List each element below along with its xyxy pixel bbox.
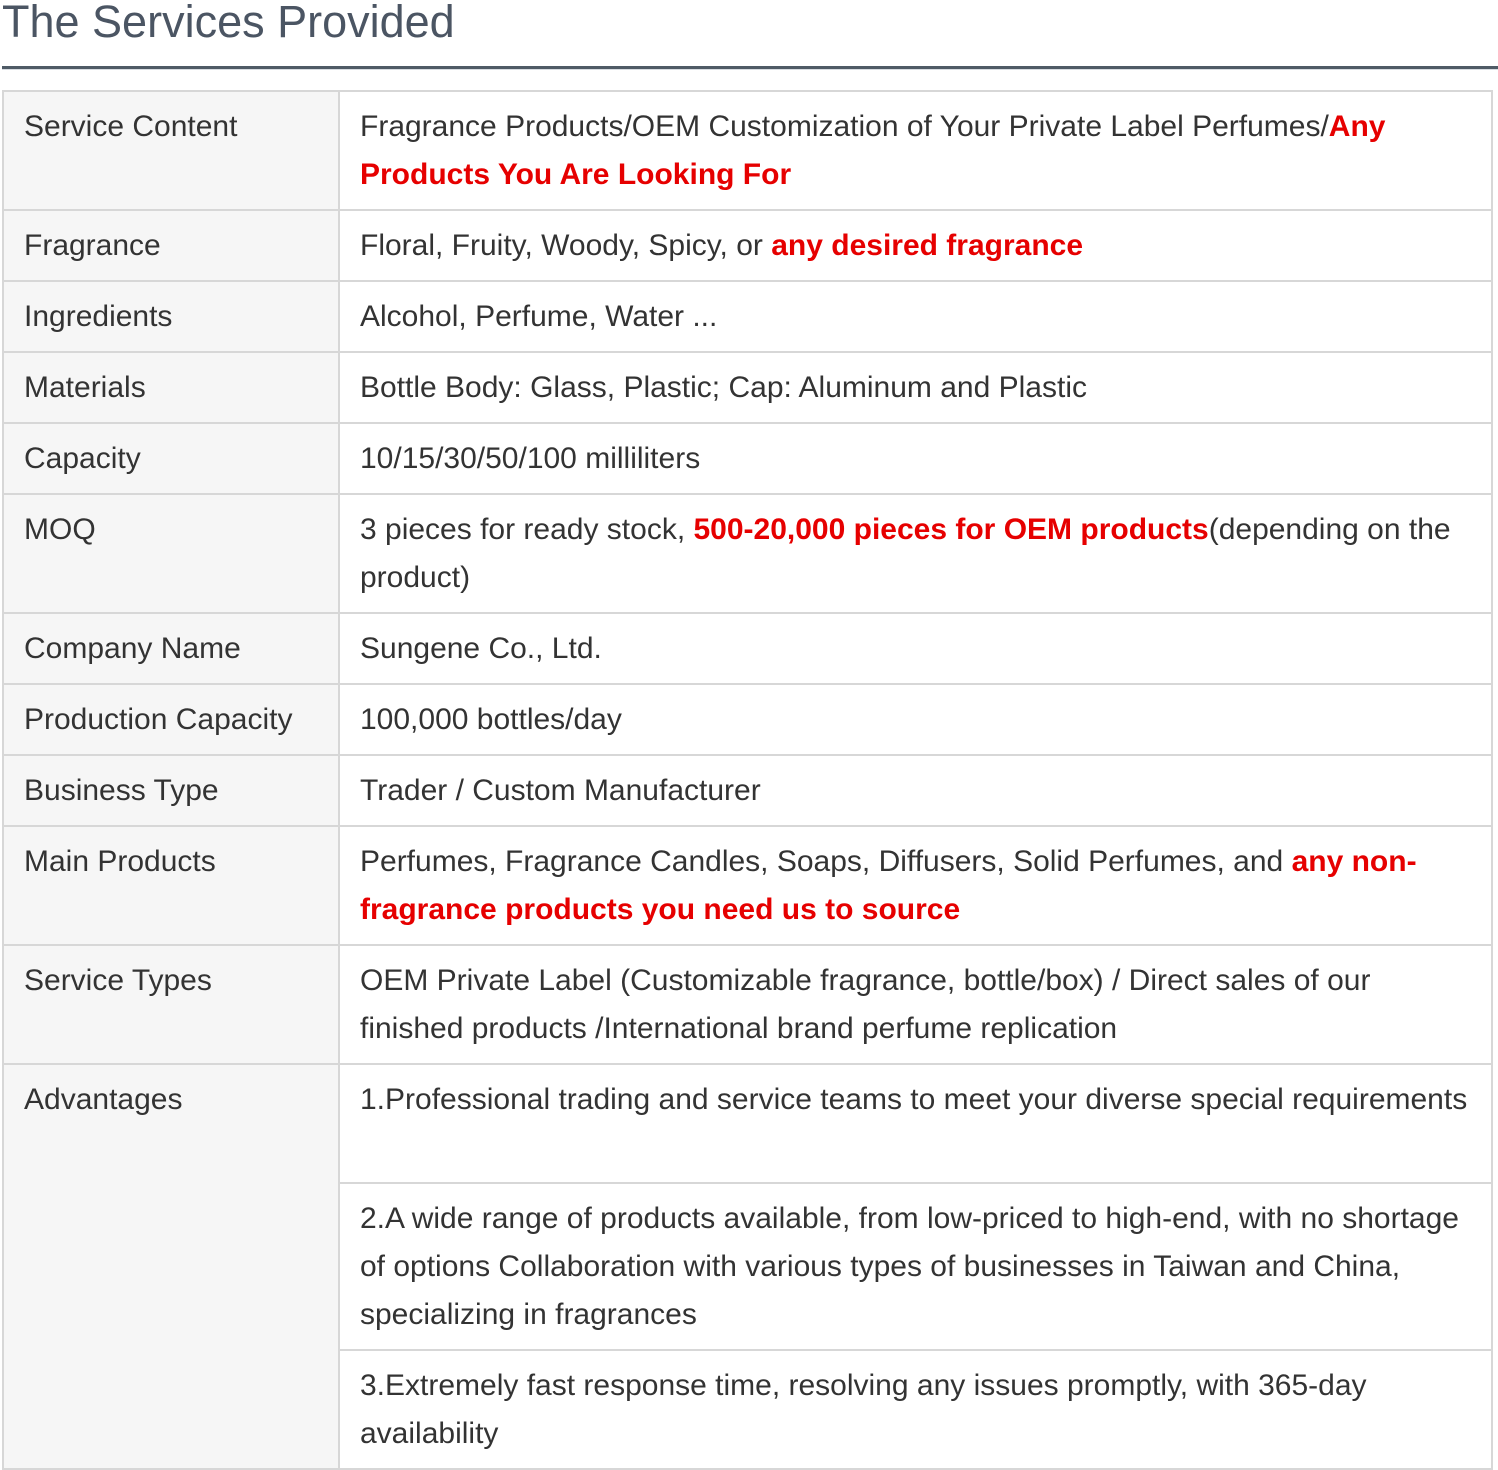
value-highlight: Any Products You Are Looking For	[360, 110, 1386, 191]
value-text-after: (depending on the product)	[360, 513, 1451, 594]
value-highlight: any desired fragrance	[771, 229, 1084, 262]
row-value-service-types: OEM Private Label (Customizable fragrance, bottle/box) / Direct sales of our finished products /International brand perfume replication	[339, 945, 1492, 1064]
row-label-service-types: Service Types	[3, 945, 339, 1064]
table-row	[3, 1064, 1492, 1183]
value-text: Floral, Fruity, Woody, Spicy, or	[360, 229, 772, 262]
advantage-item-2: 2.A wide range of products available, from low-priced to high-end, with no shortage of options Collaboration with various types of businesses in Taiwan and China, specializing in fragrances	[339, 1183, 1492, 1350]
table-row	[3, 210, 1492, 281]
row-value-fragrance	[339, 210, 1492, 281]
row-value-materials: Bottle Body: Glass, Plastic; Cap: Aluminum and Plastic	[339, 352, 1492, 423]
value-highlight: 500-20,000 pieces for OEM products	[693, 513, 1209, 546]
table-row	[3, 684, 1492, 755]
value-text: 3 pieces for ready stock,	[360, 513, 694, 546]
table-row	[3, 423, 1492, 494]
row-label-moq: MOQ	[3, 494, 339, 613]
advantage-item-1: 1.Professional trading and service teams to meet your diverse special requirements	[339, 1064, 1492, 1183]
row-value-main-products	[339, 826, 1492, 945]
row-label-service-content: Service Content	[3, 91, 339, 210]
row-value-capacity: 10/15/30/50/100 milliliters	[339, 423, 1492, 494]
row-label-production-capacity: Production Capacity	[3, 684, 339, 755]
row-label-ingredients: Ingredients	[3, 281, 339, 352]
row-label-company-name: Company Name	[3, 613, 339, 684]
value-text: Fragrance Products/OEM Customization of Your Private Label Perfumes/	[360, 110, 1329, 143]
row-value-business-type: Trader / Custom Manufacturer	[339, 755, 1492, 826]
table-row	[3, 945, 1492, 1064]
row-label-business-type: Business Type	[3, 755, 339, 826]
row-label-capacity: Capacity	[3, 423, 339, 494]
row-value-production-capacity: 100,000 bottles/day	[339, 684, 1492, 755]
table-row	[3, 755, 1492, 826]
row-value-service-content	[339, 91, 1492, 210]
row-label-materials: Materials	[3, 352, 339, 423]
row-label-advantages: Advantages	[3, 1064, 339, 1469]
table-row	[3, 494, 1492, 613]
value-text: Perfumes, Fragrance Candles, Soaps, Diffusers, Solid Perfumes, and	[360, 845, 1292, 878]
table-row	[3, 91, 1492, 210]
page-title: The Services Provided	[2, 0, 455, 47]
value-highlight: any non-fragrance products you need us to source	[360, 845, 1417, 926]
row-label-fragrance: Fragrance	[3, 210, 339, 281]
table-row	[3, 352, 1492, 423]
row-value-company-name: Sungene Co., Ltd.	[339, 613, 1492, 684]
advantage-item-3: 3.Extremely fast response time, resolving any issues promptly, with 365-day availability	[339, 1350, 1492, 1469]
row-value-moq	[339, 494, 1492, 613]
table-row	[3, 613, 1492, 684]
title-divider-shadow	[2, 69, 1498, 70]
table-row	[3, 826, 1492, 945]
services-table	[2, 90, 1493, 1470]
table-row	[3, 281, 1492, 352]
row-label-main-products: Main Products	[3, 826, 339, 945]
row-value-ingredients: Alcohol, Perfume, Water ...	[339, 281, 1492, 352]
